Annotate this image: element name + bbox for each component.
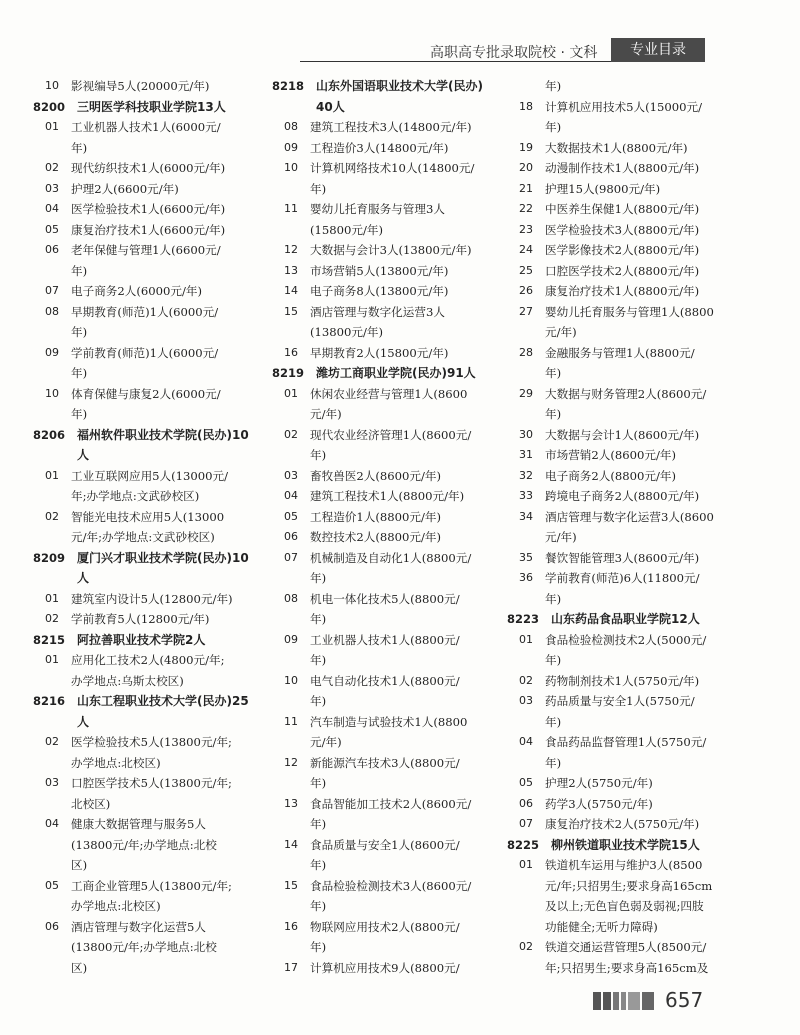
major-entry (33, 589, 269, 610)
major-text: 口腔医学技术5人(13800元/年; 北校区) (71, 776, 232, 811)
section-tab: 专业目录 (611, 38, 705, 62)
major-number: 01 (45, 591, 59, 605)
major-number: 03 (45, 181, 59, 195)
major-text: 电子商务8人(13800元/年) (310, 284, 449, 298)
major-entry (272, 425, 508, 466)
major-entry (507, 814, 743, 835)
major-text: 工程造价1人(8800元/年) (310, 509, 441, 524)
major-entry (272, 343, 508, 364)
major-entry (507, 568, 743, 609)
major-text: 大数据与会计3人(13800元/年) (310, 243, 472, 257)
school-code: 8223 (507, 612, 540, 626)
school-code: 8216 (33, 694, 66, 708)
major-number: 21 (519, 181, 533, 195)
school-name: 三明医学科技职业学院13人 (77, 99, 226, 114)
major-text: 康复治疗技术1人(8800元/年) (545, 284, 700, 298)
major-number: 29 (519, 386, 533, 400)
major-text: 体育保健与康复2人(6000元/ 年) (71, 386, 221, 421)
major-number: 04 (45, 817, 59, 830)
major-number: 25 (519, 263, 533, 277)
school-entry (33, 630, 269, 651)
major-number: 01 (519, 632, 533, 646)
major-entry (33, 220, 269, 241)
major-entry (507, 158, 743, 179)
major-text: 早期教育2人(15800元/年) (310, 345, 449, 360)
major-entry (507, 691, 743, 732)
major-text: 食品药品监督管理1人(5750元/ 年) (545, 735, 707, 770)
major-entry (507, 179, 743, 200)
school-code: 8218 (272, 79, 305, 93)
footer-bar (621, 992, 626, 1010)
major-entry (272, 466, 508, 487)
school-name: 山东工程职业技术大学(民办)25 人 (77, 694, 249, 729)
major-entry (33, 384, 269, 425)
major-text: 学前教育(师范)6人(11800元/ 年) (545, 571, 700, 606)
major-number: 09 (284, 140, 298, 154)
major-number: 11 (284, 202, 298, 215)
major-text: 酒店管理与数字化运营5人 (13800元/年;办学地点:北校 区) (71, 919, 217, 975)
major-text: 婴幼儿托育服务与管理1人(8800 元/年) (545, 304, 714, 339)
major-text: 电子商务2人(8800元/年) (545, 468, 676, 483)
major-number: 02 (45, 161, 59, 174)
major-text: 护理2人(6600元/年) (71, 181, 179, 196)
school-name: 福州软件职业技术学院(民办)10 人 (77, 427, 249, 462)
major-text: 酒店管理与数字化运营3人(8600 元/年) (545, 509, 714, 544)
major-text: 汽车制造与试验技术1人(8800 元/年) (310, 714, 468, 749)
major-text: 大数据技术1人(8800元/年) (545, 140, 688, 155)
major-text: 护理2人(5750元/年) (545, 776, 653, 790)
major-number: 10 (45, 386, 59, 400)
major-entry (272, 548, 508, 589)
major-number: 35 (519, 550, 533, 564)
major-number: 04 (519, 735, 533, 748)
major-number: 05 (284, 509, 298, 523)
major-text: 计算机应用技术9人(8800元/ (310, 960, 460, 975)
major-entry (272, 486, 508, 507)
major-text: 健康大数据管理与服务5人 (13800元/年;办学地点:北校 区) (71, 817, 217, 872)
major-number: 02 (45, 612, 59, 625)
major-entry (272, 240, 508, 261)
school-name: 阿拉善职业技术学院2人 (77, 632, 206, 647)
major-text: 学前教育5人(12800元/年) (71, 612, 210, 626)
major-number: 01 (45, 653, 59, 666)
major-number: 19 (519, 140, 533, 154)
major-text: 工程造价3人(14800元/年) (310, 140, 449, 155)
major-number: 20 (519, 161, 533, 174)
major-entry (272, 384, 508, 425)
major-text: 物联网应用技术2人(8800元/ 年) (310, 919, 460, 954)
major-text: 电子商务2人(6000元/年) (71, 284, 202, 298)
major-number: 32 (519, 468, 533, 482)
major-entry (33, 240, 269, 281)
major-entry (33, 650, 269, 691)
major-number: 17 (284, 960, 298, 974)
major-number: 33 (519, 489, 533, 502)
major-text: 智能光电技术应用5人(13000 元/年;办学地点:文武砂校区) (71, 509, 225, 544)
footer-bar (613, 992, 619, 1010)
major-text: 建筑工程技术3人(14800元/年) (310, 120, 472, 134)
major-number: 31 (519, 448, 533, 461)
major-entry (33, 507, 269, 548)
school-code: 8225 (507, 837, 540, 852)
school-name: 厦门兴才职业技术学院(民办)10 人 (77, 550, 249, 585)
major-number: 04 (284, 489, 298, 502)
major-text: 新能源汽车技术3人(8800元/ 年) (310, 755, 460, 790)
major-entry (272, 281, 508, 302)
major-number: 13 (284, 263, 298, 277)
major-entry (272, 835, 508, 876)
major-number: 07 (519, 817, 533, 830)
major-text: 口腔医学技术2人(8800元/年) (545, 263, 700, 278)
major-entry (33, 117, 269, 158)
major-number: 10 (45, 79, 59, 92)
major-number: 12 (284, 243, 298, 256)
major-number: 26 (519, 284, 533, 297)
major-entry (507, 220, 743, 241)
major-text: 药品质量与安全1人(5750元/ 年) (545, 694, 695, 729)
major-text: 铁道交通运营管理5人(8500元/ 年;只招男生;要求身高165cm及 (545, 940, 709, 975)
major-text: 医学影像技术2人(8800元/年) (545, 243, 700, 257)
major-text: 康复治疗技术2人(5750元/年) (545, 817, 700, 831)
major-entry (507, 548, 743, 569)
major-text: 大数据与财务管理2人(8600元/ 年) (545, 386, 707, 421)
school-entry (33, 425, 269, 466)
major-entry (507, 138, 743, 159)
major-text: 工业机器人技术1人(6000元/ 年) (71, 120, 221, 155)
major-text: 畜牧兽医2人(8600元/年) (310, 468, 441, 483)
major-entry (272, 507, 508, 528)
major-text: 大数据与会计1人(8600元/年) (545, 427, 700, 442)
major-entry (507, 466, 743, 487)
major-number: 10 (284, 673, 298, 687)
major-text: 医学检验技术3人(8800元/年) (545, 222, 700, 237)
major-text: 医学检验技术1人(6600元/年) (71, 202, 226, 216)
major-number: 06 (284, 530, 298, 543)
major-number: 28 (519, 345, 533, 359)
major-number: 01 (519, 858, 533, 871)
major-number: 30 (519, 427, 533, 441)
major-text: 影视编导5人(20000元/年) (71, 79, 210, 93)
major-entry (507, 261, 743, 282)
school-entry (33, 97, 269, 118)
major-entry (33, 732, 269, 773)
major-text: 食品智能加工技术2人(8600元/ 年) (310, 796, 472, 831)
major-number: 05 (519, 776, 533, 789)
major-entry (272, 527, 508, 548)
major-entry (33, 158, 269, 179)
major-entry (507, 671, 743, 692)
school-entry (33, 548, 269, 589)
major-entry (272, 794, 508, 835)
major-entry (272, 876, 508, 917)
footer-bars-decoration (593, 992, 656, 1011)
major-entry (272, 958, 508, 979)
major-text: 中医养生保健1人(8800元/年) (545, 202, 700, 216)
major-number: 03 (284, 468, 298, 482)
major-number: 06 (45, 243, 59, 256)
major-entry (33, 281, 269, 302)
major-entry (507, 281, 743, 302)
school-entry (507, 609, 743, 630)
major-entry (507, 97, 743, 138)
major-text: 康复治疗技术1人(6600元/年) (71, 222, 226, 237)
major-number: 09 (284, 632, 298, 646)
major-entry (507, 425, 743, 446)
major-entry (272, 138, 508, 159)
major-entry (507, 445, 743, 466)
major-number: 02 (519, 673, 533, 687)
major-text: 计算机网络技术10人(14800元/ 年) (310, 161, 475, 196)
school-entry (272, 76, 508, 117)
major-entry (272, 589, 508, 630)
major-number: 16 (284, 345, 298, 359)
major-number: 02 (45, 735, 59, 748)
major-text: 工商企业管理5人(13800元/年; 办学地点:北校区) (71, 878, 232, 913)
major-entry (33, 609, 269, 630)
major-text: 建筑工程技术1人(8800元/年) (310, 489, 465, 503)
major-number: 01 (45, 120, 59, 133)
major-entry (272, 199, 508, 240)
major-number: 12 (284, 755, 298, 769)
major-text: 现代农业经济管理1人(8600元/ 年) (310, 427, 472, 462)
major-number: 09 (45, 345, 59, 359)
school-entry (33, 691, 269, 732)
major-number: 01 (284, 386, 298, 400)
major-entry (33, 917, 269, 979)
major-text: 市场营销2人(8600元/年) (545, 448, 676, 462)
page-header (0, 36, 800, 64)
major-entry (33, 199, 269, 220)
major-number: 23 (519, 222, 533, 236)
major-entry (507, 343, 743, 384)
header-title: 高职高专批录取院校 · 文科 (430, 45, 598, 61)
major-number: 11 (284, 714, 298, 728)
major-number: 07 (45, 284, 59, 297)
major-text: 老年保健与管理1人(6600元/ 年) (71, 243, 221, 278)
major-text: 工业机器人技术1人(8800元/ 年) (310, 632, 460, 667)
footer-bar (603, 992, 611, 1010)
major-number: 34 (519, 509, 533, 523)
major-text: 婴幼儿托育服务与管理3人 (15800元/年) (310, 202, 445, 237)
major-number: 08 (45, 304, 59, 318)
school-name: 山东药品食品职业学院12人 (551, 612, 700, 626)
major-number: 08 (284, 591, 298, 605)
major-entry (33, 76, 269, 97)
major-text: 数控技术2人(8800元/年) (310, 530, 441, 544)
footer-bar (628, 992, 640, 1010)
major-entry (272, 158, 508, 199)
major-text: 市场营销5人(13800元/年) (310, 263, 449, 278)
major-text: 休闲农业经营与管理1人(8600 元/年) (310, 386, 468, 421)
major-entry (507, 76, 743, 97)
major-text: 跨境电子商务2人(8800元/年) (545, 489, 700, 503)
major-number: 27 (519, 304, 533, 318)
major-text: 现代纺织技术1人(6000元/年) (71, 161, 226, 175)
major-number: 16 (284, 919, 298, 933)
major-number: 15 (284, 878, 298, 892)
major-entry (272, 302, 508, 343)
major-entry (272, 117, 508, 138)
footer-bar (642, 992, 654, 1010)
major-text: 药物制剂技术1人(5750元/年) (545, 673, 700, 688)
major-entry (507, 794, 743, 815)
major-number: 24 (519, 243, 533, 256)
major-number: 05 (45, 222, 59, 236)
major-entry (33, 814, 269, 876)
school-code: 8206 (33, 427, 66, 442)
major-number: 15 (284, 304, 298, 318)
major-entry (33, 302, 269, 343)
school-name: 山东外国语职业技术大学(民办) 40人 (316, 79, 483, 114)
major-text: 计算机应用技术5人(15000元/ 年) (545, 99, 703, 134)
major-text: 学前教育(师范)1人(6000元/ 年) (71, 345, 219, 380)
major-text: 早期教育(师范)1人(6000元/ 年) (71, 304, 219, 339)
major-number: 03 (519, 694, 533, 707)
major-number: 14 (284, 284, 298, 297)
column-left (33, 76, 269, 978)
major-number: 02 (284, 427, 298, 441)
major-text: 铁道机车运用与维护3人(8500 元/年;只招男生;要求身高165cm 及以上;无色盲色弱及弱视;四肢 功能健全;无听力障碍) (545, 858, 713, 934)
major-number: 02 (519, 940, 533, 953)
major-text: 药学3人(5750元/年) (545, 796, 653, 811)
major-number: 18 (519, 99, 533, 113)
school-name: 潍坊工商职业学院(民办)91人 (316, 366, 476, 380)
major-text: 年) (545, 79, 562, 93)
major-text: 餐饮智能管理3人(8600元/年) (545, 550, 700, 565)
major-entry (507, 855, 743, 937)
major-number: 10 (284, 161, 298, 174)
major-number: 02 (45, 509, 59, 523)
major-entry (272, 753, 508, 794)
major-number: 01 (45, 468, 59, 482)
major-text: 应用化工技术2人(4800元/年; 办学地点:乌斯太校区) (71, 653, 225, 688)
major-entry (272, 630, 508, 671)
major-number: 22 (519, 202, 533, 215)
major-number: 06 (519, 796, 533, 810)
major-entry (507, 937, 743, 978)
school-code: 8200 (33, 99, 66, 114)
major-entry (507, 384, 743, 425)
school-code: 8209 (33, 550, 66, 565)
major-text: 食品检验检测技术3人(8600元/ 年) (310, 878, 472, 913)
footer-bar (593, 992, 601, 1010)
school-entry (272, 363, 508, 384)
major-text: 酒店管理与数字化运营3人 (13800元/年) (310, 304, 445, 339)
major-entry (507, 732, 743, 773)
major-entry (507, 773, 743, 794)
major-entry (272, 712, 508, 753)
major-text: 食品检验检测技术2人(5000元/ 年) (545, 632, 707, 667)
major-number: 03 (45, 776, 59, 789)
column-right (507, 76, 743, 978)
major-text: 食品质量与安全1人(8600元/ 年) (310, 837, 460, 872)
major-number: 08 (284, 120, 298, 133)
major-text: 医学检验技术5人(13800元/年; 办学地点:北校区) (71, 735, 232, 770)
major-entry (33, 773, 269, 814)
major-number: 13 (284, 796, 298, 810)
major-text: 动漫制作技术1人(8800元/年) (545, 161, 700, 175)
major-number: 04 (45, 202, 59, 215)
major-entry (507, 507, 743, 548)
major-number: 14 (284, 837, 298, 851)
major-number: 06 (45, 919, 59, 933)
major-entry (507, 302, 743, 343)
major-entry (272, 261, 508, 282)
major-entry (33, 876, 269, 917)
major-text: 护理15人(9800元/年) (545, 181, 661, 196)
major-text: 金融服务与管理1人(8800元/ 年) (545, 345, 695, 380)
major-entry (33, 179, 269, 200)
major-text: 机电一体化技术5人(8800元/ 年) (310, 591, 460, 626)
major-entry (33, 343, 269, 384)
major-entry (272, 671, 508, 712)
school-entry (507, 835, 743, 856)
major-entry (507, 199, 743, 220)
major-entry (507, 486, 743, 507)
page-footer (0, 988, 800, 1018)
major-entry (272, 917, 508, 958)
major-number: 36 (519, 571, 533, 584)
school-code: 8215 (33, 632, 66, 647)
major-entry (33, 466, 269, 507)
major-entry (507, 240, 743, 261)
major-number: 05 (45, 878, 59, 892)
major-number: 07 (284, 550, 298, 564)
page-number: 657 (665, 988, 704, 1012)
school-name: 柳州铁道职业技术学院15人 (551, 837, 700, 852)
school-code: 8219 (272, 366, 305, 380)
column-middle (272, 76, 508, 978)
major-entry (507, 630, 743, 671)
major-number (507, 76, 545, 97)
major-text: 机械制造及自动化1人(8800元/ 年) (310, 550, 472, 585)
major-text: 工业互联网应用5人(13000元/ 年;办学地点:文武砂校区) (71, 468, 229, 503)
major-text: 建筑室内设计5人(12800元/年) (71, 591, 233, 606)
major-text: 电气自动化技术1人(8800元/ 年) (310, 673, 460, 708)
